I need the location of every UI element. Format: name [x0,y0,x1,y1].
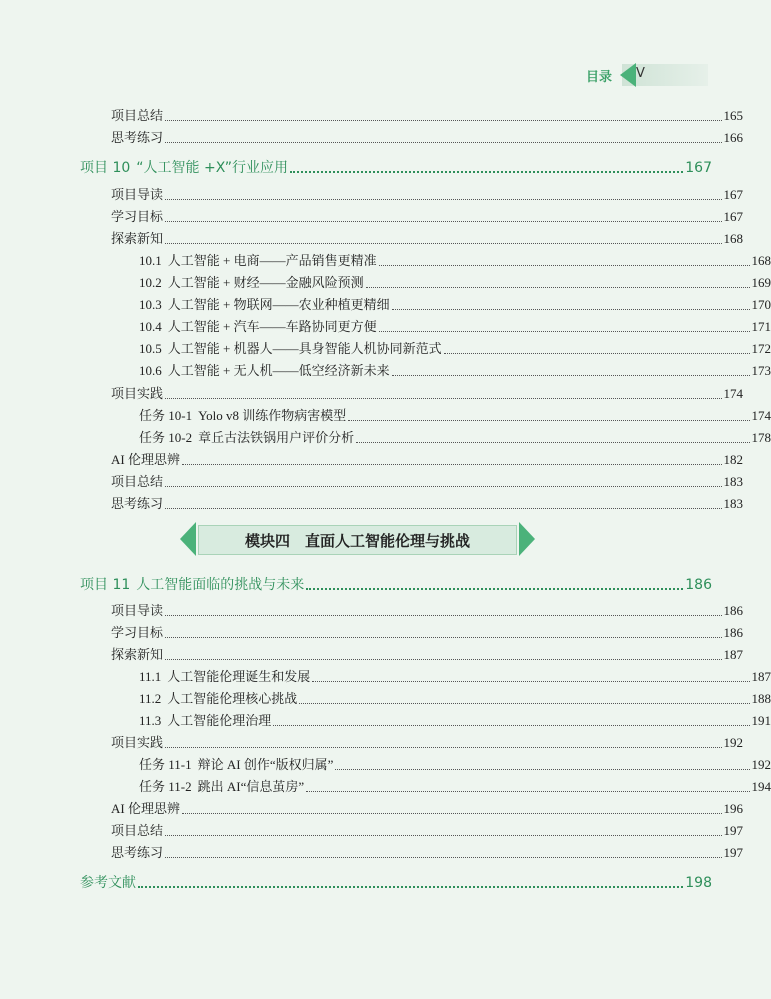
module-title: 模块四 直面人工智能伦理与挑战 [198,525,517,555]
toc-entry-number: 11.2 [139,691,162,706]
dot-leader [165,747,721,748]
toc-entry-title: 学习目标 [111,625,164,640]
dot-leader [165,659,721,660]
toc-entry-page: 170 [751,297,771,312]
toc-entry-page: 174 [723,386,743,401]
dot-leader [165,221,721,222]
toc-entry-title: 项目导读 [111,603,164,618]
toc-entry-page: 186 [723,603,743,618]
toc-entry-title: 学习目标 [111,209,164,224]
toc-entry[interactable] [0,710,771,730]
dot-leader [165,857,721,858]
toc-entry[interactable] [0,294,771,314]
toc-entry-number: 10.2 [139,275,162,290]
toc-entry-page: 186 [685,577,712,593]
toc-entry-page: 187 [723,647,743,662]
toc-entry-title: 项目导读 [111,187,164,202]
toc-entry-page: 166 [723,130,743,145]
toc-entry[interactable] [0,644,743,664]
dot-leader [356,442,749,443]
toc-entry-page: 194 [751,779,771,794]
toc-entry-title: 项目总结 [111,823,164,838]
dot-leader [290,171,683,173]
toc-entry[interactable] [0,471,743,491]
toc-entry[interactable] [0,600,743,620]
toc-entry-number: 10.6 [139,363,162,378]
dot-leader [165,120,721,121]
toc-entry-page: 171 [751,319,771,334]
toc-entry-title: “人工智能 +X”行业应用 [136,160,288,176]
toc-entry-page: 183 [723,474,743,489]
dot-leader [392,309,750,310]
dot-leader [165,508,721,509]
dot-leader [306,588,683,590]
toc-entry[interactable] [0,105,743,125]
toc-entry-page: 192 [751,757,771,772]
toc-entry-title: 人工智能伦理治理 [167,713,272,728]
toc-entry-title: 人工智能 + 物联网——农业种植更精细 [167,297,390,312]
toc-entry[interactable] [0,360,771,380]
toc-entry[interactable] [0,666,771,686]
dot-leader [138,886,683,888]
toc-entry[interactable] [0,732,743,752]
toc-entry-title: 人工智能伦理核心挑战 [167,691,298,706]
dot-leader [165,243,721,244]
toc-entry[interactable] [0,820,743,840]
toc-entry-number: 任务 10-1 [139,408,193,423]
toc-entry-page: 188 [751,691,771,706]
chevron-left-icon [180,522,196,556]
toc-entry[interactable] [0,184,743,204]
toc-entry-title: AI 伦理思辨 [111,801,180,816]
toc-entry-title: 项目总结 [111,108,164,123]
toc-entry-page: 173 [751,363,771,378]
toc-entry-page: 168 [723,231,743,246]
toc-entry-number: 任务 11-2 [139,779,192,794]
toc-entry[interactable] [0,493,743,513]
toc-entry-title: 项目实践 [111,735,164,750]
toc-entry-number: 10.4 [139,319,162,334]
toc-entry[interactable] [0,776,771,796]
toc-entry-page: 186 [723,625,743,640]
toc-entry-page: 167 [723,187,743,202]
dot-leader [165,637,721,638]
dot-leader [306,791,749,792]
toc-entry-page: 165 [723,108,743,123]
toc-entry-title: 跳出 AI“信息茧房” [197,779,305,794]
dot-leader [165,615,721,616]
toc-entry-page: 172 [751,341,771,356]
dot-leader [379,265,750,266]
toc-entry-page: 167 [685,160,712,176]
toc-entry-number: 10.5 [139,341,162,356]
toc-entry-page: 197 [723,823,743,838]
toc-entry-title: 思考练习 [111,130,164,145]
toc-entry-title: 人工智能 + 机器人——具身智能人机协同新范式 [167,341,442,356]
toc-entry-number: 任务 10-2 [139,430,193,445]
toc-entry-page: 168 [751,253,771,268]
toc-entry[interactable] [0,622,743,642]
toc-entry-title: 项目总结 [111,474,164,489]
dot-leader [444,353,750,354]
module-banner [180,522,535,556]
toc-entry[interactable] [0,574,712,594]
toc-entry[interactable] [0,383,743,403]
toc-entry[interactable] [0,427,771,447]
dot-leader [312,681,749,682]
toc-entry-title: 项目实践 [111,386,164,401]
toc-entry[interactable] [0,449,743,469]
toc-entry-number: 项目 10 [80,160,131,176]
toc-entry-title: 人工智能 + 无人机——低空经济新未来 [167,363,390,378]
dot-leader [165,486,721,487]
dot-leader [182,813,722,814]
toc-entry-title: 人工智能伦理诞生和发展 [167,669,311,684]
toc-entry-page: 192 [723,735,743,750]
dot-leader [165,199,721,200]
toc-entry[interactable] [0,272,771,292]
toc-entry-page: 198 [685,875,712,891]
dot-leader [165,835,721,836]
toc-entry-title: 辩论 AI 创作“版权归属” [197,757,334,772]
toc-entry-page: 182 [723,452,743,467]
toc-entry[interactable] [0,872,712,892]
header-title: 目录 [585,70,612,85]
toc-entry-number: 10.3 [139,297,162,312]
toc-entry[interactable] [0,842,743,862]
toc-entry[interactable] [0,127,743,147]
toc-entry-page: 187 [751,669,771,684]
toc-entry[interactable] [0,405,771,425]
toc-entry-title: Yolo v8 训练作物病害模型 [198,408,347,423]
toc-entry-title: AI 伦理思辨 [111,452,180,467]
toc-entry[interactable] [0,338,771,358]
toc-entry[interactable] [0,228,743,248]
toc-entry-page: 178 [751,430,771,445]
toc-entry-number: 任务 11-1 [139,757,192,772]
dot-leader [348,420,749,421]
toc-entry[interactable] [0,316,771,336]
toc-entry-title: 思考练习 [111,845,164,860]
dot-leader [335,769,749,770]
toc-entry[interactable] [0,206,743,226]
toc-entry-page: 169 [751,275,771,290]
toc-entry-page: 174 [751,408,771,423]
header-arrow-icon [620,63,636,87]
toc-entry-title: 探索新知 [111,231,164,246]
toc-entry-page: 196 [723,801,743,816]
toc-entry[interactable] [0,688,771,708]
dot-leader [165,398,721,399]
toc-entry-page: 167 [723,209,743,224]
dot-leader [392,375,750,376]
toc-entry-number: 10.1 [139,253,162,268]
dot-leader [182,464,722,465]
dot-leader [299,703,749,704]
dot-leader [165,142,721,143]
toc-entry[interactable] [0,754,771,774]
toc-entry-page: 197 [723,845,743,860]
toc-entry-title: 章丘古法铁锅用户评价分析 [198,430,355,445]
toc-entry-number: 11.1 [139,669,162,684]
toc-entry-title: 人工智能 + 电商——产品销售更精准 [167,253,377,268]
dot-leader [366,287,750,288]
dot-leader [273,725,749,726]
toc-entry-title: 人工智能 + 财经——金融风险预测 [167,275,364,290]
toc-entry[interactable] [0,798,743,818]
toc-entry-page: 191 [751,713,771,728]
toc-entry-title: 参考文献 [80,875,136,891]
toc-entry-page: 183 [723,496,743,511]
toc-entry-title: 人工智能面临的挑战与未来 [136,577,305,593]
toc-entry-number: 11.3 [139,713,162,728]
toc-entry[interactable] [0,157,712,177]
toc-entry[interactable] [0,250,771,270]
header-page-number: V [636,66,645,81]
toc-entry-title: 探索新知 [111,647,164,662]
dot-leader [379,331,750,332]
toc-entry-title: 人工智能 + 汽车——车路协同更方便 [167,319,377,334]
toc-entry-number: 项目 11 [80,577,131,593]
chevron-right-icon [519,522,535,556]
toc-entry-title: 思考练习 [111,496,164,511]
